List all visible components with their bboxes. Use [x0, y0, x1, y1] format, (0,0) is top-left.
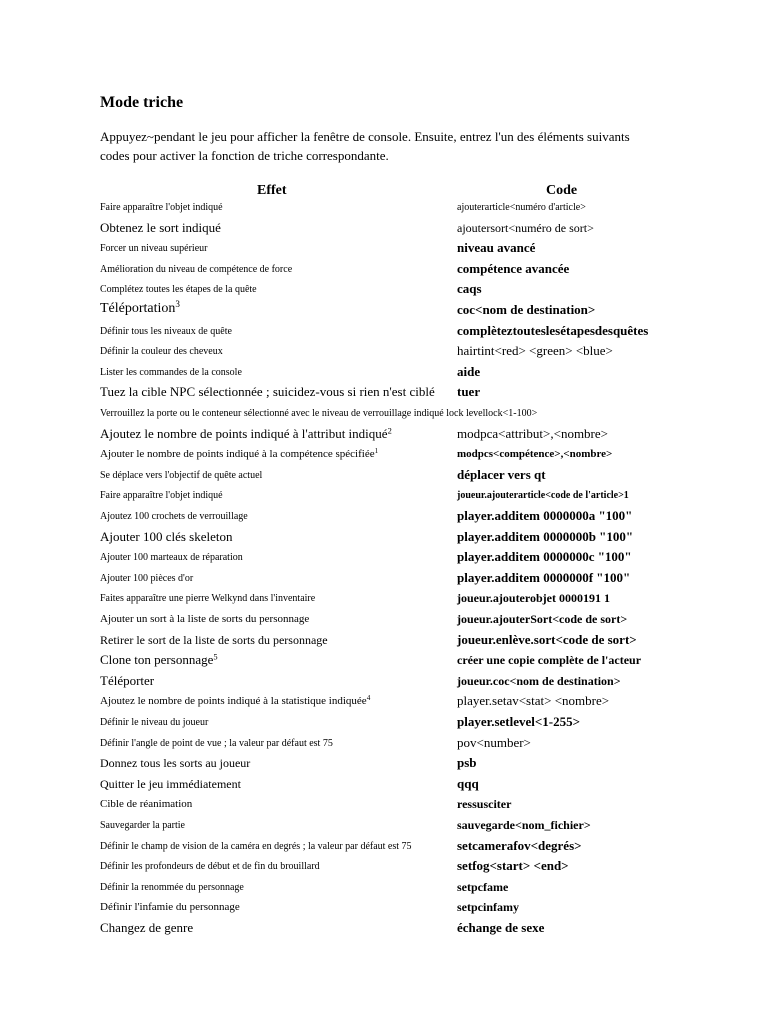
effect-cell [100, 347, 223, 357]
footnote-marker: 3 [175, 299, 180, 309]
code-cell: ajouterarticle<numéro d'article> [457, 202, 586, 213]
effect-text: Faire apparaître l'objet indiqué [100, 202, 223, 213]
effect-text: Ajouter 100 marteaux de réparation [100, 552, 243, 564]
code-cell: joueur.ajouterSort<code de sort> [457, 612, 628, 626]
effect-cell [100, 799, 192, 810]
effect-text: Téléporter [100, 672, 155, 688]
effect-text: Quitter le jeu immédiatement [100, 776, 241, 791]
code-cell: créer une copie complète de l'acteur [457, 653, 642, 668]
code-cell: sauvegarde<nom_fichier> [457, 818, 591, 832]
effect-cell [100, 614, 309, 625]
effect-text: Obtenez le sort indiqué [100, 219, 221, 235]
effect-cell [100, 674, 154, 687]
table-row [0, 461, 768, 481]
code-cell: qqq [457, 775, 479, 791]
table-row [0, 564, 768, 584]
footnote-marker: 4 [366, 694, 371, 703]
effect-cell [100, 327, 232, 337]
footnote-marker: 5 [213, 651, 218, 662]
code-cell: joueur.ajouterarticle<code de l'article>1 [457, 490, 629, 502]
effect-cell [100, 424, 392, 441]
table-row [0, 646, 768, 666]
column-header-effect: Effet [257, 183, 287, 198]
effect-text: Faire apparaître l'objet indiqué [100, 490, 223, 502]
effect-text: Se déplace vers l'objectif de quête actuel [100, 469, 263, 481]
table-row [0, 605, 768, 625]
code-cell: setfog<start> <end> [457, 858, 569, 874]
effect-cell [100, 883, 244, 893]
effect-cell [100, 921, 193, 934]
effect-text: Définir l'infamie du personnage [100, 901, 240, 914]
effect-text: Ajouter 100 clés skeleton [100, 528, 233, 544]
effect-cell [100, 574, 193, 584]
code-cell: player.setav<stat> <nombre> [457, 693, 610, 709]
effect-text: Ajouter 100 pièces d'or [100, 572, 194, 584]
table-row [0, 440, 768, 460]
code-cell: player.additem 0000000a "100" [457, 508, 633, 523]
effect-text: Faites apparaître une pierre Welkynd dans l'inventaire [100, 593, 316, 605]
table-row [0, 481, 768, 501]
table-row [0, 626, 768, 646]
effect-text: Tuez la cible NPC sélectionnée ; suicidez-vous si rien n'est ciblé [100, 384, 435, 400]
code-cell: player.additem 0000000f "100" [457, 569, 631, 585]
table-row [0, 584, 768, 604]
table-row [0, 296, 768, 316]
code-cell: échange de sexe [457, 920, 545, 935]
table-row [0, 523, 768, 543]
code-cell: aide [457, 363, 481, 379]
table-row [0, 337, 768, 357]
code-cell: setpcfame [457, 879, 509, 894]
table-row [0, 811, 768, 831]
effect-text: Définir la renommée du personnage [100, 881, 244, 893]
code-cell: niveau avancé [457, 240, 536, 256]
effect-text: Définir les profondeurs de début et de fin du brouillard [100, 861, 320, 873]
code-cell: caqs [457, 281, 482, 297]
code-cell: complèteztouteslesétapesdesquêtes [457, 322, 649, 338]
intro-line: Appuyez~pendant le jeu pour afficher la fenêtre de console. Ensuite, entrez l'un des éléments suivants [100, 129, 630, 144]
effect-cell [100, 409, 537, 419]
effect-text: Changez de genre [100, 920, 194, 935]
code-cell: player.additem 0000000c "100" [457, 549, 632, 565]
effect-text: Ajouter le nombre de points indiqué à la compétence spécifiée [100, 448, 375, 461]
effect-text: Ajouter un sort à la liste de sorts du personnage [100, 613, 310, 625]
code-cell: hairtint<red> <green> <blue> [457, 343, 613, 359]
code-cell: modpca<attribut>,<nombre> [457, 425, 608, 441]
code-cell: déplacer vers qt [457, 466, 546, 482]
effect-text: Définir le niveau du joueur [100, 717, 209, 728]
column-header-code: Code [546, 183, 578, 198]
effect-text: Retirer le sort de la liste de sorts du personnage [100, 632, 328, 647]
effect-cell [100, 696, 370, 707]
table-row [0, 708, 768, 728]
effect-text: Définir l'angle de point de vue ; la valeur par défaut est 75 [100, 737, 333, 749]
table-row [0, 193, 768, 213]
code-cell: psb [457, 755, 477, 771]
table-row [0, 873, 768, 893]
table-row [0, 687, 768, 707]
effect-cell [100, 471, 262, 481]
table-row [0, 358, 768, 378]
code-cell: ressusciter [457, 797, 512, 812]
effect-text: Ajoutez le nombre de points indiqué à l'attribut indiqué [100, 425, 388, 441]
effect-cell [100, 530, 233, 543]
effect-cell [100, 778, 241, 790]
table-row [0, 770, 768, 790]
effect-cell [100, 221, 221, 234]
effect-cell [100, 842, 412, 852]
table-row [0, 790, 768, 810]
effect-text: Cible de réanimation [100, 798, 193, 811]
table-row [0, 502, 768, 522]
table-row [0, 893, 768, 913]
code-cell: joueur.coc<nom de destination> [457, 673, 621, 688]
effect-text: Ajoutez 100 crochets de verrouillage [100, 511, 248, 522]
table-row [0, 852, 768, 872]
effect-text: Complétez toutes les étapes de la quête [100, 284, 257, 296]
effect-cell [100, 902, 240, 913]
effect-text: Amélioration du niveau de compétence de force [100, 263, 293, 275]
effect-cell [100, 512, 248, 522]
table-row [0, 234, 768, 254]
code-cell: modpcs<compétence>,<nombre> [457, 448, 613, 461]
effect-text: Ajoutez le nombre de points indiqué à la statistique indiquée [100, 695, 367, 708]
effect-cell [100, 634, 328, 646]
code-cell: ajoutersort<numéro de sort> [457, 220, 594, 235]
code-cell: player.additem 0000000b "100" [457, 528, 634, 544]
effect-text: Définir tous les niveaux de quête [100, 325, 232, 337]
table-row [0, 378, 768, 398]
code-cell: coc<nom de destination> [457, 302, 596, 317]
table-row [0, 255, 768, 275]
effect-cell [100, 821, 185, 831]
effect-cell [100, 553, 243, 563]
table-row [0, 667, 768, 687]
effect-text: Définir la couleur des cheveux [100, 346, 223, 358]
table-row [0, 543, 768, 563]
table-row [0, 749, 768, 769]
effect-text: Sauvegarder la partie [100, 820, 185, 831]
effect-text: Donnez tous les sorts au joueur [100, 756, 251, 771]
effect-text: Verrouillez la porte ou le conteneur sélectionné avec le niveau de verrouillage indiqué lock levellock<1-100> [100, 408, 538, 419]
intro-paragraph [100, 127, 660, 165]
page-title: Mode triche [100, 94, 184, 111]
table-row [0, 399, 768, 419]
effect-cell [100, 285, 257, 295]
code-cell: compétence avancée [457, 260, 570, 276]
footnote-marker: 2 [387, 424, 392, 435]
effect-cell [100, 491, 223, 501]
effect-cell [100, 739, 333, 749]
table-row [0, 832, 768, 852]
table-row [0, 914, 768, 934]
code-cell: player.setlevel<1-255> [457, 714, 581, 729]
effect-cell [100, 449, 378, 460]
effect-cell [100, 244, 207, 254]
table-row [0, 420, 768, 440]
effect-cell [100, 368, 242, 378]
effect-cell [100, 385, 435, 398]
code-cell: pov<number> [457, 734, 531, 750]
table-row [0, 275, 768, 295]
code-cell: joueur.enlève.sort<code de sort> [457, 631, 637, 647]
effect-text: Définir le champ de vision de la caméra en degrés ; la valeur par défaut est 75 [100, 840, 412, 852]
code-cell: setpcinfamy [457, 900, 519, 915]
footnote-marker: 1 [374, 447, 379, 456]
code-cell: setcamerafov<degrés> [457, 837, 582, 853]
table-row [0, 729, 768, 749]
effect-cell [100, 299, 180, 316]
effect-cell [100, 653, 218, 666]
code-cell: joueur.ajouterobjet 0000191 1 [457, 591, 610, 606]
effect-cell [100, 862, 320, 872]
effect-text: Téléportation [100, 301, 176, 316]
effect-cell [100, 594, 315, 604]
effect-cell [100, 757, 250, 769]
effect-cell [100, 203, 223, 213]
effect-cell [100, 718, 208, 728]
effect-text: Lister les commandes de la console [100, 366, 242, 378]
table-row [0, 214, 768, 234]
effect-text: Forcer un niveau supérieur [100, 243, 208, 255]
effect-text: Clone ton personnage [100, 652, 214, 668]
table-row [0, 317, 768, 337]
intro-line: codes pour activer la fonction de triche correspondante. [100, 148, 389, 163]
code-cell: tuer [457, 384, 481, 400]
effect-cell [100, 265, 292, 275]
